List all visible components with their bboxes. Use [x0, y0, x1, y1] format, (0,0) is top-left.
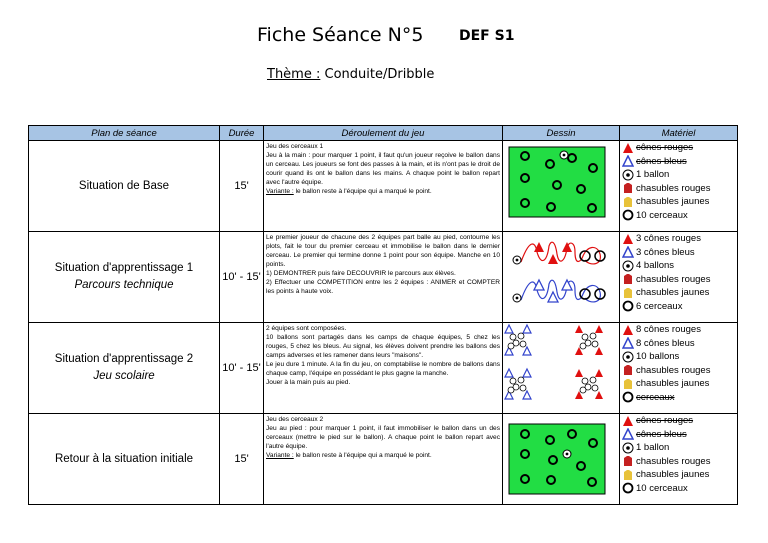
materiel-item: cônes bleus [622, 428, 737, 442]
materiel-item: cerceaux [622, 391, 737, 405]
field-diagram-hoops-2 [503, 414, 619, 504]
materiel-item: chasubles rouges [622, 364, 737, 378]
materiel-item: 1 ballon [622, 441, 737, 455]
red-camp-bottom [575, 369, 603, 399]
red-bib-icon [622, 182, 636, 194]
camps-diagram [503, 323, 619, 413]
materiel-item: chasubles rouges [622, 273, 737, 287]
jeu-line: Le jeu dure 1 minute. A la fin du jeu, on comptabilise le nombre de ballons dans chaque camp, l'équipe en possédant le plus gagne la manche. [266, 361, 500, 377]
duree-cell: 15' [220, 414, 264, 505]
materiel-item: chasubles jaunes [622, 286, 737, 300]
ball-icon [560, 151, 568, 159]
jeu-line: 2 équipes sont composées. [266, 325, 347, 332]
yellow-bib-icon [622, 196, 636, 208]
page-title: Fiche Séance N°5 [257, 24, 424, 46]
materiel-item: chasubles jaunes [622, 195, 737, 209]
materiel-item: 8 cônes rouges [622, 323, 737, 337]
materiel-item: chasubles jaunes [622, 468, 737, 482]
header-materiel: Matériel [620, 126, 738, 141]
table-row [29, 414, 738, 505]
materiel-cell [620, 323, 738, 414]
dessin-cell [503, 232, 620, 323]
red-course [513, 242, 605, 264]
plan-title: Situation d'apprentissage 1 [54, 262, 194, 274]
red-bib-icon [622, 455, 636, 467]
plan-subtitle: Jeu scolaire [93, 370, 155, 382]
ball-icon [622, 260, 636, 272]
ball-icon [513, 294, 521, 302]
table-row [29, 141, 738, 232]
theme-label: Thème : [267, 67, 321, 82]
duree-cell: 10' - 15' [220, 232, 264, 323]
table-row [29, 323, 738, 414]
hoop-icon [622, 391, 636, 403]
blue-camp-top [505, 325, 531, 355]
hoop-icon [622, 300, 636, 312]
jeu-line: 10 ballons sont partagés dans les camps de chaque équipes, 5 chez les rouges, 5 chez les bleus. Au signal, les élèves doivent prendre les ballons des camps adverses et les ramener dans leurs "maisons". [266, 334, 500, 359]
materiel-cell [620, 414, 738, 505]
variante-text: le ballon reste à l'équipe qui a marqué le point. [293, 188, 432, 195]
plan-title: Retour à la situation initiale [54, 452, 194, 465]
jeu-line: Le premier joueur de chacune des 2 équipes part balle au pied, contourne les plots, fait le tour du premier cerceau et immobilise le ballon dans le dernier cerceau. Le premier qui termine donne 1 point pour son équipe. Manche en 10 points. [266, 234, 500, 268]
ball-icon [563, 450, 571, 458]
plan-cell [29, 414, 220, 505]
materiel-cell [620, 232, 738, 323]
session-code: DEF S1 [459, 28, 515, 44]
plan-cell [29, 141, 220, 232]
plan-subtitle: Parcours technique [74, 279, 174, 291]
jeu-line: Jeu à la main : pour marquer 1 point, il faut qu'un joueur reçoive le ballon dans un cerceau. Les joueurs se font des passes à la main, et ils n'ont pas le droit de courir quand ils ont le ballon dans les mains. A chaque point le ballon repart avec l'autre équipe. [266, 152, 500, 186]
duree-cell: 10' - 15' [220, 323, 264, 414]
jeu-line: Jouer à la main puis au pied. [266, 379, 351, 386]
jeu-cell [264, 414, 503, 505]
materiel-item: cônes bleus [622, 155, 737, 169]
duree-cell: 15' [220, 141, 264, 232]
red-cone-icon [622, 324, 636, 336]
jeu-line: Jeu des cerceaux 1 [266, 143, 324, 150]
field-diagram-hoops-1 [503, 141, 619, 231]
blue-cone-icon [622, 155, 636, 167]
hoop-icon [622, 209, 636, 221]
variante-text: le ballon reste à l'équipe qui a marqué le point. [293, 452, 432, 459]
materiel-item: chasubles rouges [622, 182, 737, 196]
blue-cone-icon [622, 428, 636, 440]
blue-cone-icon [622, 246, 636, 258]
red-cone-icon [622, 142, 636, 154]
materiel-cell [620, 141, 738, 232]
yellow-bib-icon [622, 378, 636, 390]
jeu-line: 2) Effectuer une COMPETITION entre les 2 équipes : ANIMER et COMPTER les points à haute voix. [266, 279, 500, 295]
blue-cone-icon [622, 337, 636, 349]
materiel-item: chasubles jaunes [622, 377, 737, 391]
variante-label: Variante : [266, 188, 294, 195]
table-header-row [29, 126, 738, 141]
ball-icon [622, 169, 636, 181]
hoop-icon [622, 482, 636, 494]
table-row [29, 232, 738, 323]
header-dessin: Dessin [503, 126, 620, 141]
dessin-cell [503, 323, 620, 414]
ball-icon [622, 351, 636, 363]
materiel-item: 10 ballons [622, 350, 737, 364]
plan-cell [29, 323, 220, 414]
ball-icon [513, 256, 521, 264]
plan-title: Situation de Base [78, 179, 170, 192]
materiel-item: 3 cônes rouges [622, 232, 737, 246]
materiel-item: cônes rouges [622, 141, 737, 155]
dessin-cell [503, 414, 620, 505]
red-camp-top [575, 325, 603, 355]
materiel-item: 8 cônes bleus [622, 337, 737, 351]
jeu-cell [264, 232, 503, 323]
yellow-bib-icon [622, 469, 636, 481]
jeu-cell [264, 141, 503, 232]
materiel-item: 4 ballons [622, 259, 737, 273]
materiel-item: 3 cônes bleus [622, 246, 737, 260]
blue-course [513, 280, 605, 302]
jeu-line: Jeu des cerceaux 2 [266, 416, 324, 423]
materiel-item: 6 cerceaux [622, 300, 737, 314]
materiel-item: 1 ballon [622, 168, 737, 182]
course-diagram [503, 232, 619, 322]
plan-title: Situation d'apprentissage 2 [54, 353, 194, 365]
yellow-bib-icon [622, 287, 636, 299]
red-cone-icon [622, 415, 636, 427]
variante-label: Variante : [266, 452, 294, 459]
session-table [28, 125, 738, 505]
red-bib-icon [622, 364, 636, 376]
ball-icon [622, 442, 636, 454]
header-plan: Plan de séance [29, 126, 220, 141]
plan-cell [29, 232, 220, 323]
dessin-cell [503, 141, 620, 232]
materiel-item: chasubles rouges [622, 455, 737, 469]
blue-camp-bottom [505, 369, 531, 399]
variante-line [266, 451, 500, 460]
red-cone-icon [622, 233, 636, 245]
theme-value: Conduite/Dribble [320, 67, 435, 82]
jeu-line: 1) DEMONTRER puis faire DECOUVRIR le parcours aux élèves. [266, 270, 456, 277]
header-duree: Durée [220, 126, 264, 141]
materiel-item: 10 cerceaux [622, 482, 737, 496]
jeu-cell [264, 323, 503, 414]
materiel-item: cônes rouges [622, 414, 737, 428]
jeu-line: Jeu au pied : pour marquer 1 point, il faut immobiliser le ballon dans un des cerceaux (mettre le pied sur le ballon). A chaque point le ballon repart avec l'autre équipe. [266, 425, 500, 450]
red-bib-icon [622, 273, 636, 285]
variante-line [266, 187, 500, 196]
header-jeu: Déroulement du jeu [264, 126, 503, 141]
materiel-item: 10 cerceaux [622, 209, 737, 223]
theme-line [267, 67, 434, 82]
